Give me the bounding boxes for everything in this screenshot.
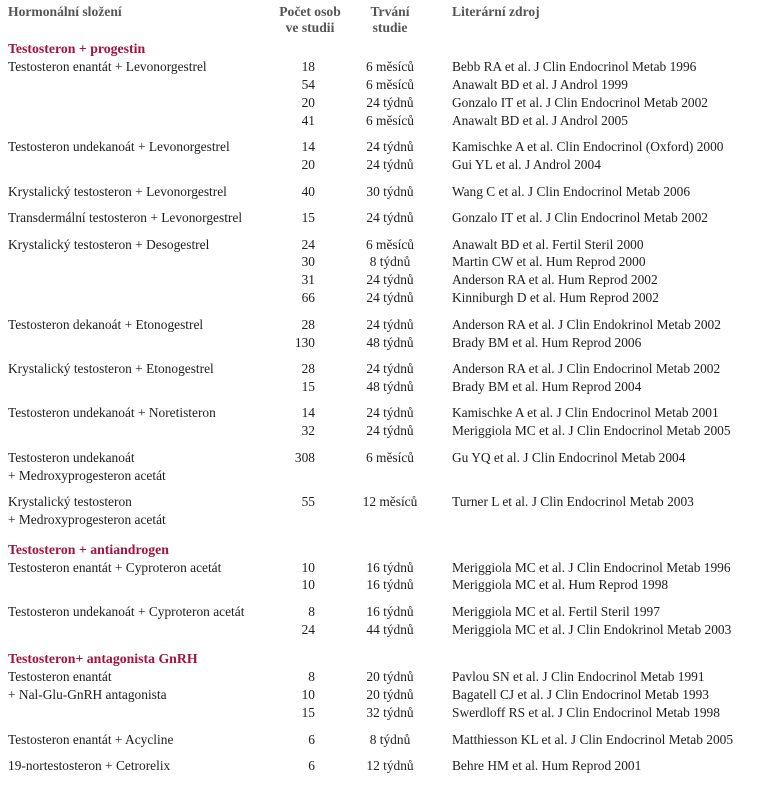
- table-row-group: [0, 316, 767, 352]
- reference-cell: Gonzalo IT et al. J Clin Endocrinol Metab 2002: [452, 94, 708, 110]
- table-row: [0, 209, 767, 227]
- participants-cell: 31: [301, 272, 315, 288]
- table-row: [0, 360, 767, 378]
- column-header-duration-line1: Trvání: [370, 4, 410, 19]
- participants-cell: 24: [301, 621, 315, 637]
- duration-cell: 6 měsíců: [366, 112, 414, 128]
- reference-cell: Turner L et al. J Clin Endocrinol Metab 2003: [452, 494, 694, 510]
- participants-cell: 15: [301, 210, 315, 226]
- reference-cell: Anderson RA et al. J Clin Endokrinol Metab 2002: [452, 316, 721, 332]
- table-row: [0, 289, 767, 307]
- composition-cell: Testosteron dekanoát + Etonogestrel: [8, 316, 204, 332]
- duration-cell: 30 týdnů: [366, 183, 414, 199]
- participants-cell: 130: [294, 334, 315, 350]
- participants-cell: 55: [301, 494, 315, 510]
- table-row: [0, 112, 767, 130]
- participants-cell: 10: [301, 559, 315, 575]
- participants-cell: 14: [301, 139, 315, 155]
- composition-cell: + Medroxyprogesteron acetát: [8, 467, 166, 483]
- reference-cell: Wang C et al. J Clin Endocrinol Metab 2006: [452, 183, 691, 199]
- duration-cell: 16 týdnů: [366, 559, 414, 575]
- participants-cell: 18: [301, 59, 315, 74]
- duration-cell: 24 týdnů: [366, 405, 414, 421]
- composition-cell: 19-nortestosteron + Cetrorelix: [8, 758, 171, 774]
- reference-cell: Martin CW et al. Hum Reprod 2000: [452, 254, 646, 270]
- duration-cell: 24 týdnů: [366, 316, 414, 332]
- column-header-duration-line2: studie: [372, 20, 408, 35]
- table-row-group: [0, 183, 767, 201]
- participants-cell: 15: [301, 378, 315, 394]
- duration-cell: 20 týdnů: [366, 669, 414, 685]
- table-row-group: [0, 731, 767, 749]
- duration-cell: 8 týdnů: [369, 731, 411, 747]
- reference-cell: Kamischke A et al. Clin Endocrinol (Oxford) 2000: [452, 139, 724, 155]
- studies-table: [0, 38, 767, 784]
- table-row: [0, 449, 767, 467]
- reference-cell: Kamischke A et al. J Clin Endocrinol Metab 2001: [452, 405, 719, 421]
- duration-cell: 24 týdnů: [366, 272, 414, 288]
- section-title: Testosteron+ antagonista GnRH: [8, 651, 198, 667]
- duration-cell: 24 týdnů: [366, 423, 414, 439]
- reference-cell: Gonzalo IT et al. J Clin Endocrinol Metab 2002: [452, 210, 708, 226]
- participants-cell: 41: [301, 112, 315, 128]
- composition-cell: Krystalický testosteron + Desogestrel: [8, 236, 210, 252]
- table-row: [0, 559, 767, 577]
- reference-cell: Meriggiola MC et al. Hum Reprod 1998: [452, 577, 669, 593]
- duration-cell: 6 měsíců: [366, 236, 414, 252]
- table-row-group: [0, 757, 767, 775]
- participants-cell: 24: [301, 236, 315, 252]
- table-row: [0, 704, 767, 722]
- table-row-group: [0, 209, 767, 227]
- reference-cell: Pavlou SN et al. J Clin Endocrinol Metab 1991: [452, 669, 705, 685]
- reference-cell: Bebb RA et al. J Clin Endocrinol Metab 1996: [452, 59, 697, 74]
- reference-cell: Gui YL et al. J Androl 2004: [452, 157, 601, 173]
- participants-cell: 32: [301, 423, 315, 439]
- table-row: [0, 576, 767, 594]
- participants-cell: 28: [301, 316, 315, 332]
- table-row: [0, 686, 767, 704]
- participants-cell: 30: [301, 254, 315, 270]
- reference-cell: Kinniburgh D et al. Hum Reprod 2002: [452, 290, 659, 306]
- reference-cell: Anderson RA et al. J Clin Endocrinol Metab 2002: [452, 361, 721, 377]
- table-row: [0, 378, 767, 396]
- participants-cell: 66: [301, 290, 315, 306]
- participants-cell: 8: [308, 669, 315, 685]
- reference-cell: Brady BM et al. Hum Reprod 2006: [452, 334, 642, 350]
- duration-cell: 24 týdnů: [366, 139, 414, 155]
- composition-cell: Testosteron enantát: [8, 669, 112, 685]
- column-header-reference: Literární zdroj: [452, 4, 540, 19]
- participants-cell: 54: [301, 76, 315, 92]
- section-title: Testosteron + progestin: [8, 41, 146, 56]
- composition-cell: + Medroxyprogesteron acetát: [8, 512, 166, 528]
- table-row-group: [0, 360, 767, 396]
- participants-cell: 20: [301, 157, 315, 173]
- duration-cell: 6 měsíců: [366, 76, 414, 92]
- table-row-group: [0, 236, 767, 308]
- table-row: [0, 183, 767, 201]
- duration-cell: 12 týdnů: [366, 758, 414, 774]
- duration-cell: 8 týdnů: [369, 254, 411, 270]
- reference-cell: Matthiesson KL et al. J Clin Endocrinol Metab 2005: [452, 731, 734, 747]
- table-row: [0, 76, 767, 94]
- column-header-count-line2: ve studii: [285, 20, 335, 35]
- table-row: [0, 511, 767, 529]
- table-row-group: [0, 559, 767, 595]
- table-row-group: [0, 138, 767, 174]
- reference-cell: Meriggiola MC et al. J Clin Endokrinol Metab 2003: [452, 621, 732, 637]
- duration-cell: 48 týdnů: [366, 378, 414, 394]
- duration-cell: 32 týdnů: [366, 705, 414, 721]
- participants-cell: 10: [301, 577, 315, 593]
- table-row-group: [0, 493, 767, 529]
- reference-cell: Swerdloff RS et al. J Clin Endocrinol Metab 1998: [452, 705, 720, 721]
- participants-cell: 28: [301, 361, 315, 377]
- table-row: [0, 334, 767, 352]
- column-header-composition: Hormonální složení: [8, 4, 122, 19]
- table-row-group: [0, 449, 767, 485]
- composition-cell: Testosteron enantát + Acycline: [8, 731, 174, 747]
- composition-cell: Testosteron enantát + Levonorgestrel: [8, 59, 207, 74]
- duration-cell: 48 týdnů: [366, 334, 414, 350]
- composition-cell: Testosteron undekanoát + Noretisteron: [8, 405, 216, 421]
- table-row: [0, 668, 767, 686]
- duration-cell: 24 týdnů: [366, 290, 414, 306]
- table-row: [0, 422, 767, 440]
- composition-cell: Testosteron undekanoát + Cyproteron acetát: [8, 603, 245, 619]
- column-header-duration: [355, 4, 425, 36]
- table-row: [0, 236, 767, 254]
- reference-cell: Bagatell CJ et al. J Clin Endocrinol Metab 1993: [452, 687, 709, 703]
- composition-cell: Transdermální testosteron + Levonorgestrel: [8, 210, 243, 226]
- composition-cell: Testosteron undekanoát + Levonorgestrel: [8, 139, 230, 155]
- table-row: [0, 493, 767, 511]
- table-row: [0, 404, 767, 422]
- duration-cell: 16 týdnů: [366, 577, 414, 593]
- reference-cell: Gu YQ et al. J Clin Endocrinol Metab 2004: [452, 449, 686, 465]
- table-row: [0, 94, 767, 112]
- table-row: [0, 316, 767, 334]
- reference-cell: Anawalt BD et al. J Androl 1999: [452, 76, 628, 92]
- reference-cell: Meriggiola MC et al. J Clin Endocrinol Metab 2005: [452, 423, 731, 439]
- reference-cell: Brady BM et al. Hum Reprod 2004: [452, 378, 642, 394]
- duration-cell: 24 týdnů: [366, 210, 414, 226]
- participants-cell: 15: [301, 705, 315, 721]
- composition-cell: + Nal-Glu-GnRH antagonista: [8, 687, 167, 703]
- table-row: [0, 156, 767, 174]
- composition-cell: Krystalický testosteron: [8, 494, 132, 510]
- duration-cell: 24 týdnů: [366, 157, 414, 173]
- duration-cell: 12 měsíců: [362, 494, 418, 510]
- table-row: [0, 138, 767, 156]
- duration-cell: 6 měsíců: [366, 59, 414, 74]
- section-title: Testosteron + antiandrogen: [8, 541, 169, 557]
- table-row-group: [0, 668, 767, 722]
- participants-cell: 14: [301, 405, 315, 421]
- reference-cell: Meriggiola MC et al. Fertil Steril 1997: [452, 603, 660, 619]
- table-row: [0, 253, 767, 271]
- column-header-count-line1: Počet osob: [279, 4, 341, 19]
- composition-cell: Krystalický testosteron + Levonorgestrel: [8, 183, 227, 199]
- duration-cell: 20 týdnů: [366, 687, 414, 703]
- table-row: [0, 603, 767, 621]
- composition-cell: Testosteron undekanoát: [8, 449, 135, 465]
- table-row-group: [0, 603, 767, 639]
- table-row: [0, 467, 767, 485]
- duration-cell: 44 týdnů: [366, 621, 414, 637]
- reference-cell: Meriggiola MC et al. J Clin Endocrinol Metab 1996: [452, 559, 731, 575]
- table-row: [0, 621, 767, 639]
- duration-cell: 16 týdnů: [366, 603, 414, 619]
- duration-cell: 6 měsíců: [366, 449, 414, 465]
- duration-cell: 24 týdnů: [366, 94, 414, 110]
- table-row: [0, 271, 767, 289]
- participants-cell: 8: [308, 603, 315, 619]
- column-header-count: [270, 4, 350, 36]
- duration-cell: 24 týdnů: [366, 361, 414, 377]
- reference-cell: Anderson RA et al. Hum Reprod 2002: [452, 272, 658, 288]
- participants-cell: 10: [301, 687, 315, 703]
- composition-cell: Krystalický testosteron + Etonogestrel: [8, 361, 214, 377]
- reference-cell: Anawalt BD et al. J Androl 2005: [452, 112, 628, 128]
- reference-cell: Anawalt BD et al. Fertil Steril 2000: [452, 236, 644, 252]
- table-row-group: [0, 404, 767, 440]
- reference-cell: Behre HM et al. Hum Reprod 2001: [452, 758, 642, 774]
- table-row: [0, 731, 767, 749]
- table-row-group: [0, 58, 767, 130]
- composition-cell: Testosteron enantát + Cyproteron acetát: [8, 559, 222, 575]
- table-row: [0, 757, 767, 775]
- participants-cell: 6: [308, 731, 315, 747]
- participants-cell: 40: [301, 183, 315, 199]
- participants-cell: 308: [294, 449, 315, 465]
- participants-cell: 20: [301, 94, 315, 110]
- participants-cell: 6: [308, 758, 315, 774]
- table-row: [0, 58, 767, 76]
